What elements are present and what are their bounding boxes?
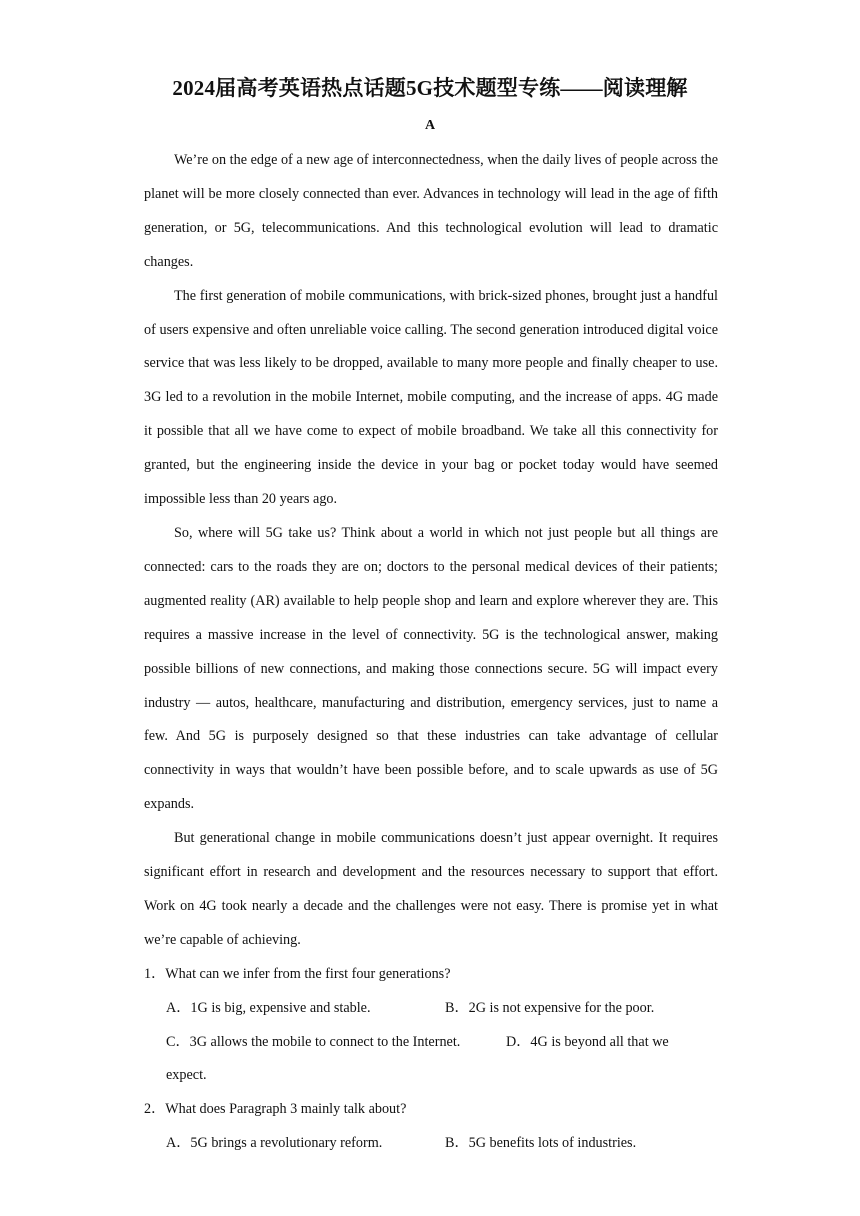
q1-option-d-continued: expect. bbox=[166, 1067, 207, 1084]
passage-label: A bbox=[424, 118, 436, 133]
paragraph-3: So, where will 5G take us? Think about a world in which not just people but all things are connected: cars to the roads they are on; doctors to the personal medical devices of their patients; augmented reality (AR) available to help people shop and learn and explore wherever they are. This requires a massive increase in the level of connectivity. 5G is the technological answer, making possible billions of new connections, and making those connections secure. 5G will impact every industry — autos, healthcare, manufacturing and distribution, emergency services, just to name a few. And 5G is purposely designed so that these industries can take advantage of cellular connectivity in ways that wouldn’t have been possible before, and to scale upwards as use of 5G expands. bbox=[144, 524, 718, 813]
page-title: 2024届高考英语热点话题5G技术题型专练——阅读理解 bbox=[172, 76, 688, 100]
question-1-options bbox=[144, 992, 718, 1094]
question-2-options bbox=[144, 1127, 718, 1161]
paragraph-4: But generational change in mobile communications doesn’t just appear overnight. It requires significant effort in research and development and the resources necessary to support that effort. Work on 4G took nearly a decade and the challenges were not easy. There is promise yet in what we’re capable of achieving. bbox=[144, 830, 718, 948]
paragraph-2: The first generation of mobile communications, with brick-sized phones, brought just a handful of users expensive and often unreliable voice calling. The second generation introduced digital voice service that was less likely to be dropped, available to many more people and finally cheaper to use. 3G led to a revolution in the mobile Internet, mobile computing, and the increase of apps. 4G made it possible that all we have come to expect of mobile broadband. We take all this connectivity for granted, but the engineering inside the device in your bag or pocket today would have seemed impossible less than 20 years ago. bbox=[144, 287, 718, 508]
q2-option-b: B．5G benefits lots of industries. bbox=[445, 1135, 637, 1152]
q1-option-a: A．1G is big, expensive and stable. bbox=[166, 999, 371, 1016]
q1-option-d: D．4G is beyond all that we bbox=[506, 1033, 669, 1050]
question-2-stem: 2．What does Paragraph 3 mainly talk about? bbox=[144, 1101, 407, 1118]
question-1-stem: 1．What can we infer from the first four generations? bbox=[144, 965, 451, 982]
q1-option-b: B．2G is not expensive for the poor. bbox=[445, 999, 655, 1016]
q2-option-a: A．5G brings a revolutionary reform. bbox=[166, 1135, 383, 1152]
paragraph-1: We’re on the edge of a new age of interconnectedness, when the daily lives of people across the planet will be more closely connected than ever. Advances in technology will lead in the age of fifth generation, or 5G, telecommunications. And this technological evolution will lead to dramatic changes. bbox=[144, 152, 718, 270]
passage-body bbox=[144, 144, 718, 1161]
q1-option-c: C．3G allows the mobile to connect to the Internet. bbox=[166, 1033, 461, 1050]
